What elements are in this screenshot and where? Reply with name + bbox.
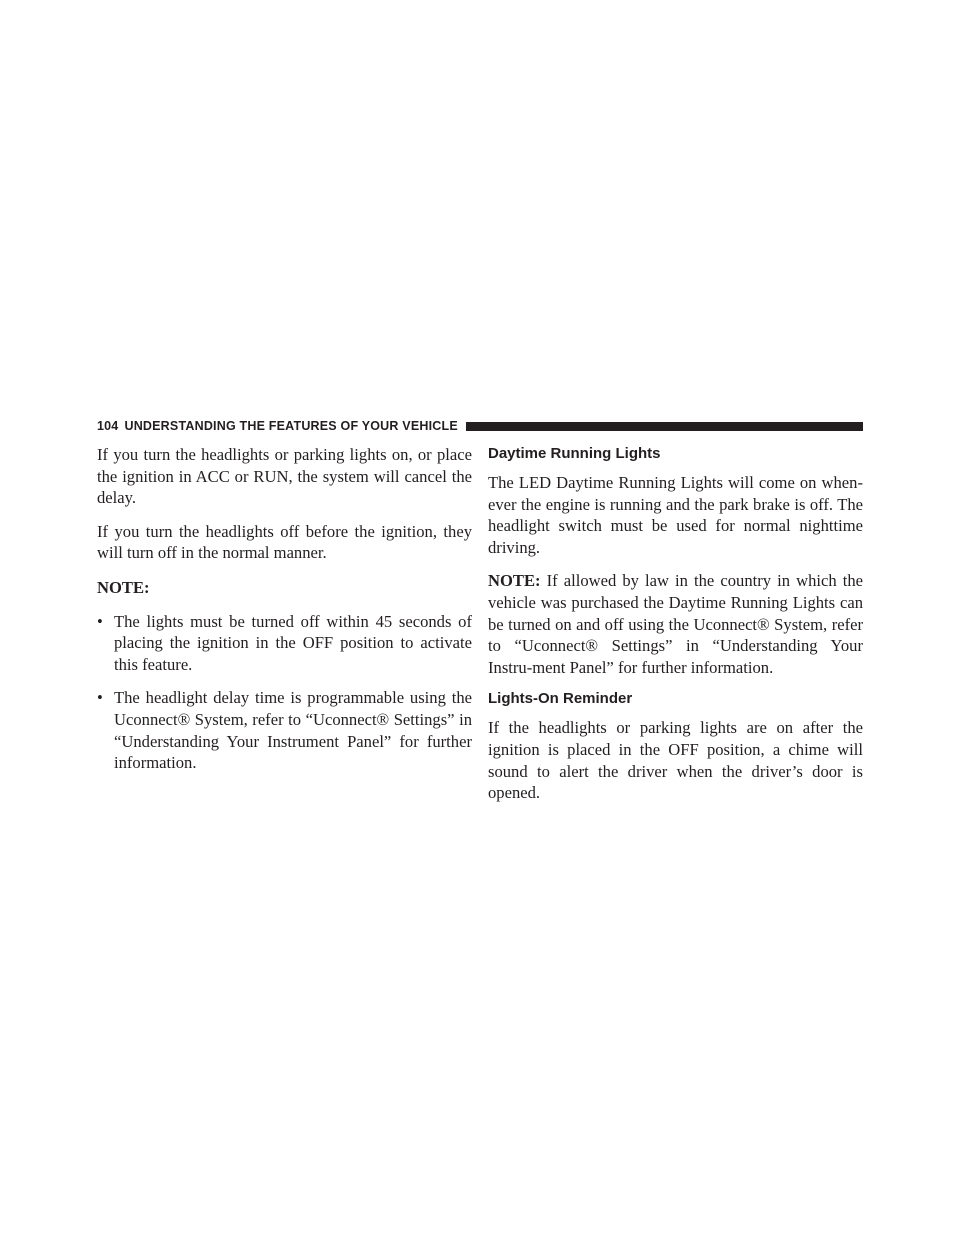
heading-daytime-running-lights: Daytime Running Lights (488, 445, 661, 462)
note-label: NOTE: (97, 577, 150, 597)
right-column (488, 444, 863, 804)
page-number: 104 (97, 419, 119, 433)
bullet-icon: • (97, 611, 103, 631)
paragraph-normal-manner: If you turn the headlights off before the ignition, they will turn off in the normal manner. (97, 521, 472, 563)
header-rule (466, 422, 863, 431)
section-title: UNDERSTANDING THE FEATURES OF YOUR VEHICLE (124, 419, 458, 433)
note-text: If allowed by law in the country in which the vehicle was purchased the Daytime Running Lights can be turned on and off using the Uconnect® System, refer to “Uconnect® Settings” in “Understanding Your Instru-ment Panel” for further information. (488, 571, 863, 677)
bullet-icon: • (97, 688, 103, 708)
list-item (97, 687, 472, 773)
note-label: NOTE: (488, 571, 541, 591)
bullet-text-programmable: The headlight delay time is programmable using the Uconnect® System, refer to “Uconnect® Settings” in “Understanding Your Instrument Panel” for further information. (114, 688, 472, 773)
left-column (97, 444, 472, 774)
note-paragraph (488, 570, 863, 678)
list-item (97, 611, 472, 676)
heading-lights-on-reminder: Lights-On Reminder (488, 690, 633, 708)
paragraph-lights-on-reminder: If the headlights or parking lights are on after the ignition is placed in the OFF position, a chime will sound to alert the driver when the driver’s door is opened. (488, 718, 863, 803)
bullet-text-turn-off: The lights must be turned off within 45 seconds of placing the ignition in the OFF position to activate this feature. (114, 611, 472, 674)
page-header (97, 416, 863, 436)
paragraph-cancel-delay: If you turn the headlights or parking lights on, or place the ignition in ACC or RUN, the system will cancel the delay. (97, 445, 472, 508)
paragraph-drl-description: The LED Daytime Running Lights will come on when-ever the engine is running and the park brake is off. The headlight switch must be used for normal nighttime driving. (488, 473, 863, 557)
